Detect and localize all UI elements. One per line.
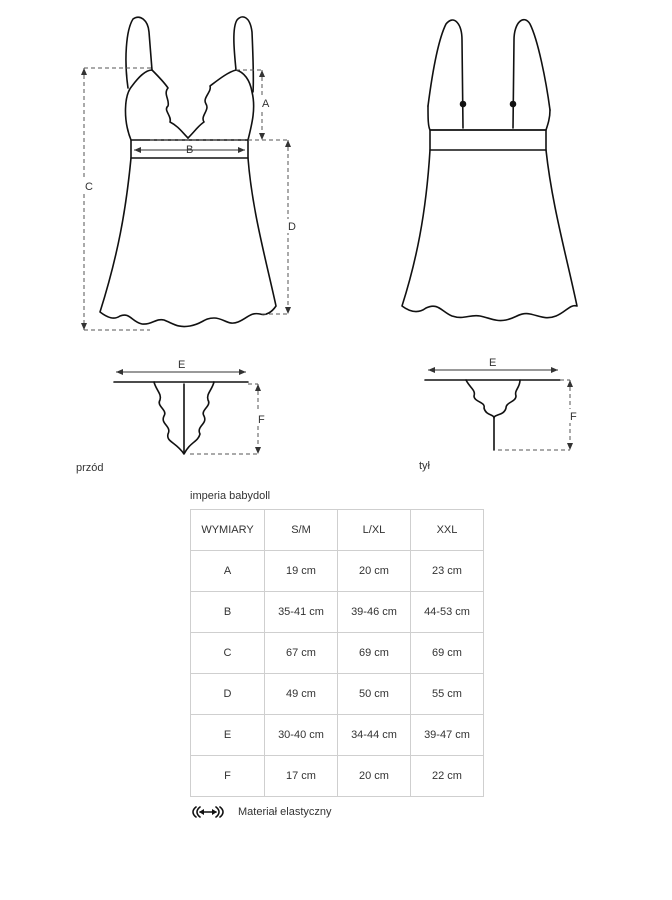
dimension-line-d: [248, 140, 288, 314]
cell-lxl: 39-46 cm: [338, 592, 411, 633]
caption-back: tył: [419, 460, 430, 472]
label-c: C: [85, 181, 93, 193]
back-thong: [425, 380, 560, 450]
cell-xxl: 44-53 cm: [411, 592, 484, 633]
row-label: E: [191, 715, 265, 756]
cell-sm: 17 cm: [265, 756, 338, 797]
cell-xxl: 39-47 cm: [411, 715, 484, 756]
dimension-line-back-f: [498, 380, 570, 450]
cell-lxl: 20 cm: [338, 756, 411, 797]
row-label: A: [191, 551, 265, 592]
row-label: F: [191, 756, 265, 797]
label-front-f: F: [258, 414, 265, 426]
back-strap-left: [428, 20, 463, 128]
back-babydoll: [402, 20, 577, 321]
cell-sm: 19 cm: [265, 551, 338, 592]
front-babydoll: [100, 17, 276, 327]
cell-xxl: 23 cm: [411, 551, 484, 592]
row-label: C: [191, 633, 265, 674]
front-strap-right: [234, 17, 254, 92]
back-band: [430, 130, 546, 150]
table-row: [191, 551, 484, 592]
label-b: B: [186, 144, 194, 156]
cell-xxl: 22 cm: [411, 756, 484, 797]
header-dimensions: WYMIARY: [191, 510, 265, 551]
table-row: [191, 715, 484, 756]
back-thong-body: [466, 380, 520, 418]
table-header-row: [191, 510, 484, 551]
table-row: [191, 633, 484, 674]
front-cup-left: [125, 70, 188, 140]
header-sm: S/M: [265, 510, 338, 551]
cell-lxl: 20 cm: [338, 551, 411, 592]
table-row: [191, 592, 484, 633]
back-strap-right: [513, 20, 550, 128]
label-back-f: F: [570, 411, 577, 423]
label-d: D: [288, 221, 296, 233]
front-cup-right: [188, 70, 254, 140]
back-skirt: [402, 150, 577, 321]
label-back-e: E: [489, 357, 497, 369]
header-xxl: XXL: [411, 510, 484, 551]
elastic-arrow-icon: [190, 806, 226, 818]
cell-lxl: 34-44 cm: [338, 715, 411, 756]
label-front-e: E: [178, 359, 186, 371]
size-table: [190, 509, 484, 797]
table-title: imperia babydoll: [190, 490, 271, 502]
front-skirt: [100, 158, 276, 327]
front-thong: [114, 382, 248, 454]
cell-xxl: 69 cm: [411, 633, 484, 674]
cell-sm: 67 cm: [265, 633, 338, 674]
back-bodice: [428, 106, 550, 130]
cell-sm: 49 cm: [265, 674, 338, 715]
back-strap-ring-left: [461, 102, 466, 107]
caption-front: przód: [76, 462, 104, 474]
cell-sm: 35-41 cm: [265, 592, 338, 633]
legend-text: Materiał elastyczny: [238, 806, 332, 818]
cell-lxl: 69 cm: [338, 633, 411, 674]
row-label: D: [191, 674, 265, 715]
header-lxl: L/XL: [338, 510, 411, 551]
cell-xxl: 55 cm: [411, 674, 484, 715]
row-label: B: [191, 592, 265, 633]
table-row: [191, 756, 484, 797]
dimension-line-front-f: [190, 384, 258, 454]
dimension-line-c: [84, 68, 152, 330]
table-row: [191, 674, 484, 715]
legend: [190, 806, 332, 818]
cell-lxl: 50 cm: [338, 674, 411, 715]
cell-sm: 30-40 cm: [265, 715, 338, 756]
label-a: A: [262, 98, 270, 110]
back-strap-ring-right: [511, 102, 516, 107]
